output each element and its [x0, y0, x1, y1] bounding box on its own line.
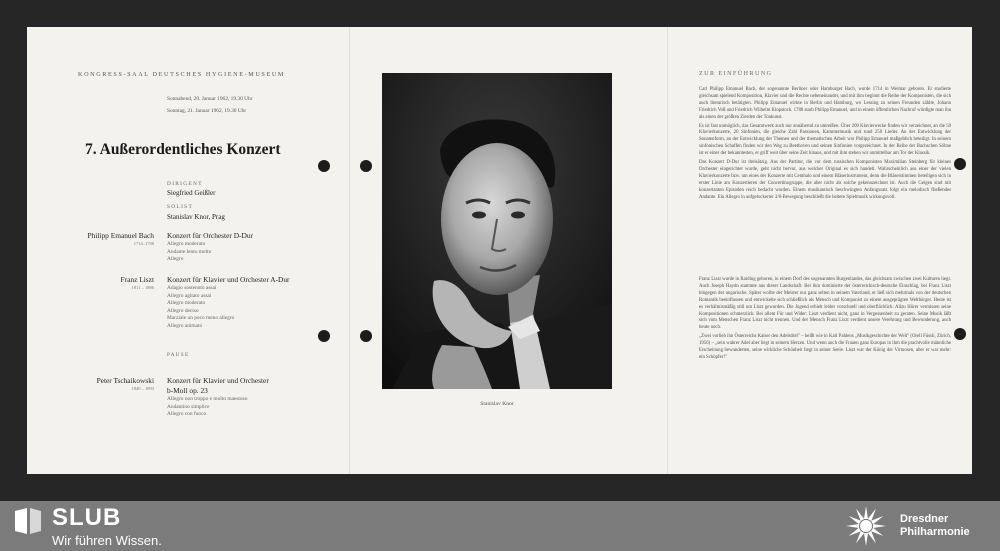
work-title: b-Moll op. 23: [167, 386, 208, 395]
composer-name: Franz Liszt: [120, 275, 154, 284]
venue-line: KONGRESS-SAAL DEUTSCHES HYGIENE-MUSEUM: [78, 71, 286, 78]
punch-hole: [318, 330, 330, 342]
intro-paragraph: Es ist fast unmöglich, das Gesamtwerk auch nur annähernd zu umreißen. Über 200 Klavierwerke finden wir verzeichnet, an die 50 Klavierkonzerte, 20 Sinfonien, die gleiche Zahl Passionen, Kammermusik und rund 250 Lieder. An der Entwicklung der Sonatenform, an der Entwicklung der Themen und der thematischen Arbeit war Philipp Emanuel maßgeblich beteiligt. In seinem sinfonischen Schaffen finden wir den Weg zu Beethoven und seinen Sinfonien vorgezeichnet. In der Reihe der Bachschen Söhne ist er einer der bekanntesten, er griff weit über seine Zeit hinaus, und mit ihm stehen wir unmittelbar am Tor der Klassik.: [699, 123, 951, 157]
work-entry: [167, 231, 253, 264]
movement: Allegro animato: [167, 322, 203, 329]
intro-paragraph: Carl Philipp Emanuel Bach, der sogenannte Berliner oder Hamburger Bach, wurde 1714 in Weimar geboren. Er studierte gleichsam spielend Komposition, Klavier und die Rechte nebeneinander, und mit ihm beginnt die Reihe der Komponisten, die sich auch literarisch betätigten. Philipp Emanuel wirkte in Berlin und Hamburg, wo Lessing zu seinen Freunden zählte, Johann Friedrich Voß und Friedrich Wilhelm Klopstock. 1788 starb Philipp Emanuel, und in einem öffentlichen Nachruf würdigte man ihn als einen der größten Zierden der Tonkunst.: [699, 87, 951, 120]
date-line: Sonnabend, 20. Januar 1962, 19.30 Uhr: [167, 96, 253, 102]
composer-years: 1811 – 1886: [131, 285, 154, 290]
composer-years: 1840 – 1893: [131, 386, 154, 391]
intro-text: [699, 277, 951, 364]
intro-paragraph: Das Konzert D-Dur ist dreisätzig. Aus der Partitur, die vor dem russischen Komponisten Maximilian Steinberg für kleines Orchester eingerichtet wurde, geht nicht hervor, aus welcher Original es sich handelt. Wahrscheinlich aus einer der vielen Klavierkonzerte bzw. um eines der Konzerte mit Cembalo und einem Bläserinstrument, denn die Bläserstimmen beteiligen sich in erster Linie am Konzertieren der Concertinogruppe, die aber nicht als solche gekennzeichnet ist. Auch die Geigen sind mit konzertanten Episoden reich bedacht worden. Einem musikantisch beschwingten Anfangssatz folgt ein melodisch fließendes Andante. Ein Allegro in aufgelockerter 3/8-Bewegung beschließt die heitere Spielmusik wirkungsvoll.: [699, 160, 951, 200]
composer-name: Philipp Emanuel Bach: [87, 231, 154, 240]
soloist-role: SOLIST: [167, 204, 194, 210]
dresdner-philharmonie-logo-icon[interactable]: [841, 504, 891, 548]
concert-dates: [167, 93, 253, 117]
punch-hole: [360, 330, 372, 342]
intro-paragraph: Franz Liszt wurde in Raiding geboren, in einem Dorf des sogenannten Burgenlandes, das gleichsam zwischen zwei Kulturen liegt. Auch Joseph Haydn stammte aus dieser Landschaft. Bei ihm dominierte der österreichisch-deutsche Einschlag, bei Franz Liszt hingegen der ungarische. Später wollte der Meister nur ganz selten in seinem Vaterland, er ließ sich mehrmals von der deutschen Romantik beeinflussen und entwickelte sich schließlich als Mensch und Komponist zu einem ausgeprägten Weltbürger. Heute ist es verhältnismäßig still um Liszt geworden. Die Jugend erhielt leider vorschnell und oberflächlich. Allzu Hörer vermissen seine Kompositionen schmerzlich. Bei allem Für und Wider: Liszt verdient nicht, ganz in Vergessenheit zu geraten. Seine Musik läßt sich vom Menschen Franz Liszt nicht trennen. Und der Mensch Franz Liszt verdient unsere Verehrung und Bewunderung, auch heute noch.: [699, 277, 951, 331]
movement: Adagio sostenuto assai: [167, 285, 217, 291]
movement: Allegro: [167, 256, 184, 263]
fold-line: [349, 27, 350, 474]
movement: Andante lento molto: [167, 248, 212, 255]
punch-hole: [954, 158, 966, 170]
movement: Allegro con fuoco: [167, 411, 207, 418]
intermission-label: PAUSE: [167, 352, 190, 358]
intro-text: [699, 87, 951, 204]
movement: Allegro non troppo e molto maestoso: [167, 396, 248, 402]
program-sheet: [27, 27, 972, 474]
dp-name-line: Philharmonie: [900, 526, 970, 538]
intro-heading: ZUR EINFÜHRUNG: [699, 71, 773, 77]
composer-entry: [87, 231, 154, 246]
work-title: Konzert für Klavier und Orchester A-Dur: [167, 275, 290, 284]
composer-years: 1714–1788: [133, 241, 154, 246]
movement: Allegro deciso: [167, 307, 199, 314]
movement: Allegro moderato: [167, 300, 206, 307]
composer-entry: [121, 275, 154, 290]
composer-entry: [97, 376, 154, 391]
movement: Allegro moderato: [167, 241, 206, 247]
slub-tagline: Wir führen Wissen.: [52, 533, 162, 548]
fold-line: [667, 27, 668, 474]
slub-wordmark[interactable]: SLUB: [52, 504, 122, 531]
punch-hole: [954, 328, 966, 340]
conductor-role: DIRIGENT: [167, 181, 203, 187]
soloist-name: Stanislav Knor, Prag: [167, 213, 225, 221]
dp-name-line: Dresdner: [900, 513, 949, 525]
punch-hole: [318, 160, 330, 172]
date-line: Sonntag, 21. Januar 1962, 19.30 Uhr: [167, 108, 247, 114]
work-title: Konzert für Orchester D-Dur: [167, 231, 253, 240]
work-entry: [167, 275, 290, 331]
concert-title: 7. Außerordentliches Konzert: [85, 141, 281, 158]
work-title: Konzert für Klavier und Orchester: [167, 376, 269, 385]
intro-paragraph: „Zwei vorlieh ihn Österreichs Kaiser den Adelstitel" – heißt wie in Karl Pahlens „Musikgeschichte der Welt" (Orell Füssli, Zürich, 1956) – „sein wahrer Adel aber liegt in seinem Herzen. Und wenn auch die Frauen ganz Europas in ihm die prachtvolle männliche Erscheinung bewunderten, seine wirkliche Schönheit liegt in seiner Seele. Liszt war der König der Virtuosen, aber er war mehr: ein Schöpfer!": [699, 334, 951, 360]
photo-caption: Stanislav Knor: [480, 401, 514, 407]
conductor-name: Siegfried Geißler: [167, 189, 216, 197]
soloist-photo: [382, 73, 612, 389]
composer-name: Peter Tschaikowski: [96, 376, 154, 385]
footer-bar: [0, 501, 1000, 551]
movement: Andantino simplice: [167, 403, 210, 410]
movement: Allegro agitato assai: [167, 292, 212, 299]
dresdner-philharmonie-wordmark[interactable]: [900, 513, 970, 539]
movement: Marziale un poco meno allegro: [167, 315, 235, 322]
slub-logo-icon[interactable]: [13, 507, 43, 535]
work-entry: [167, 376, 269, 419]
punch-hole: [360, 160, 372, 172]
